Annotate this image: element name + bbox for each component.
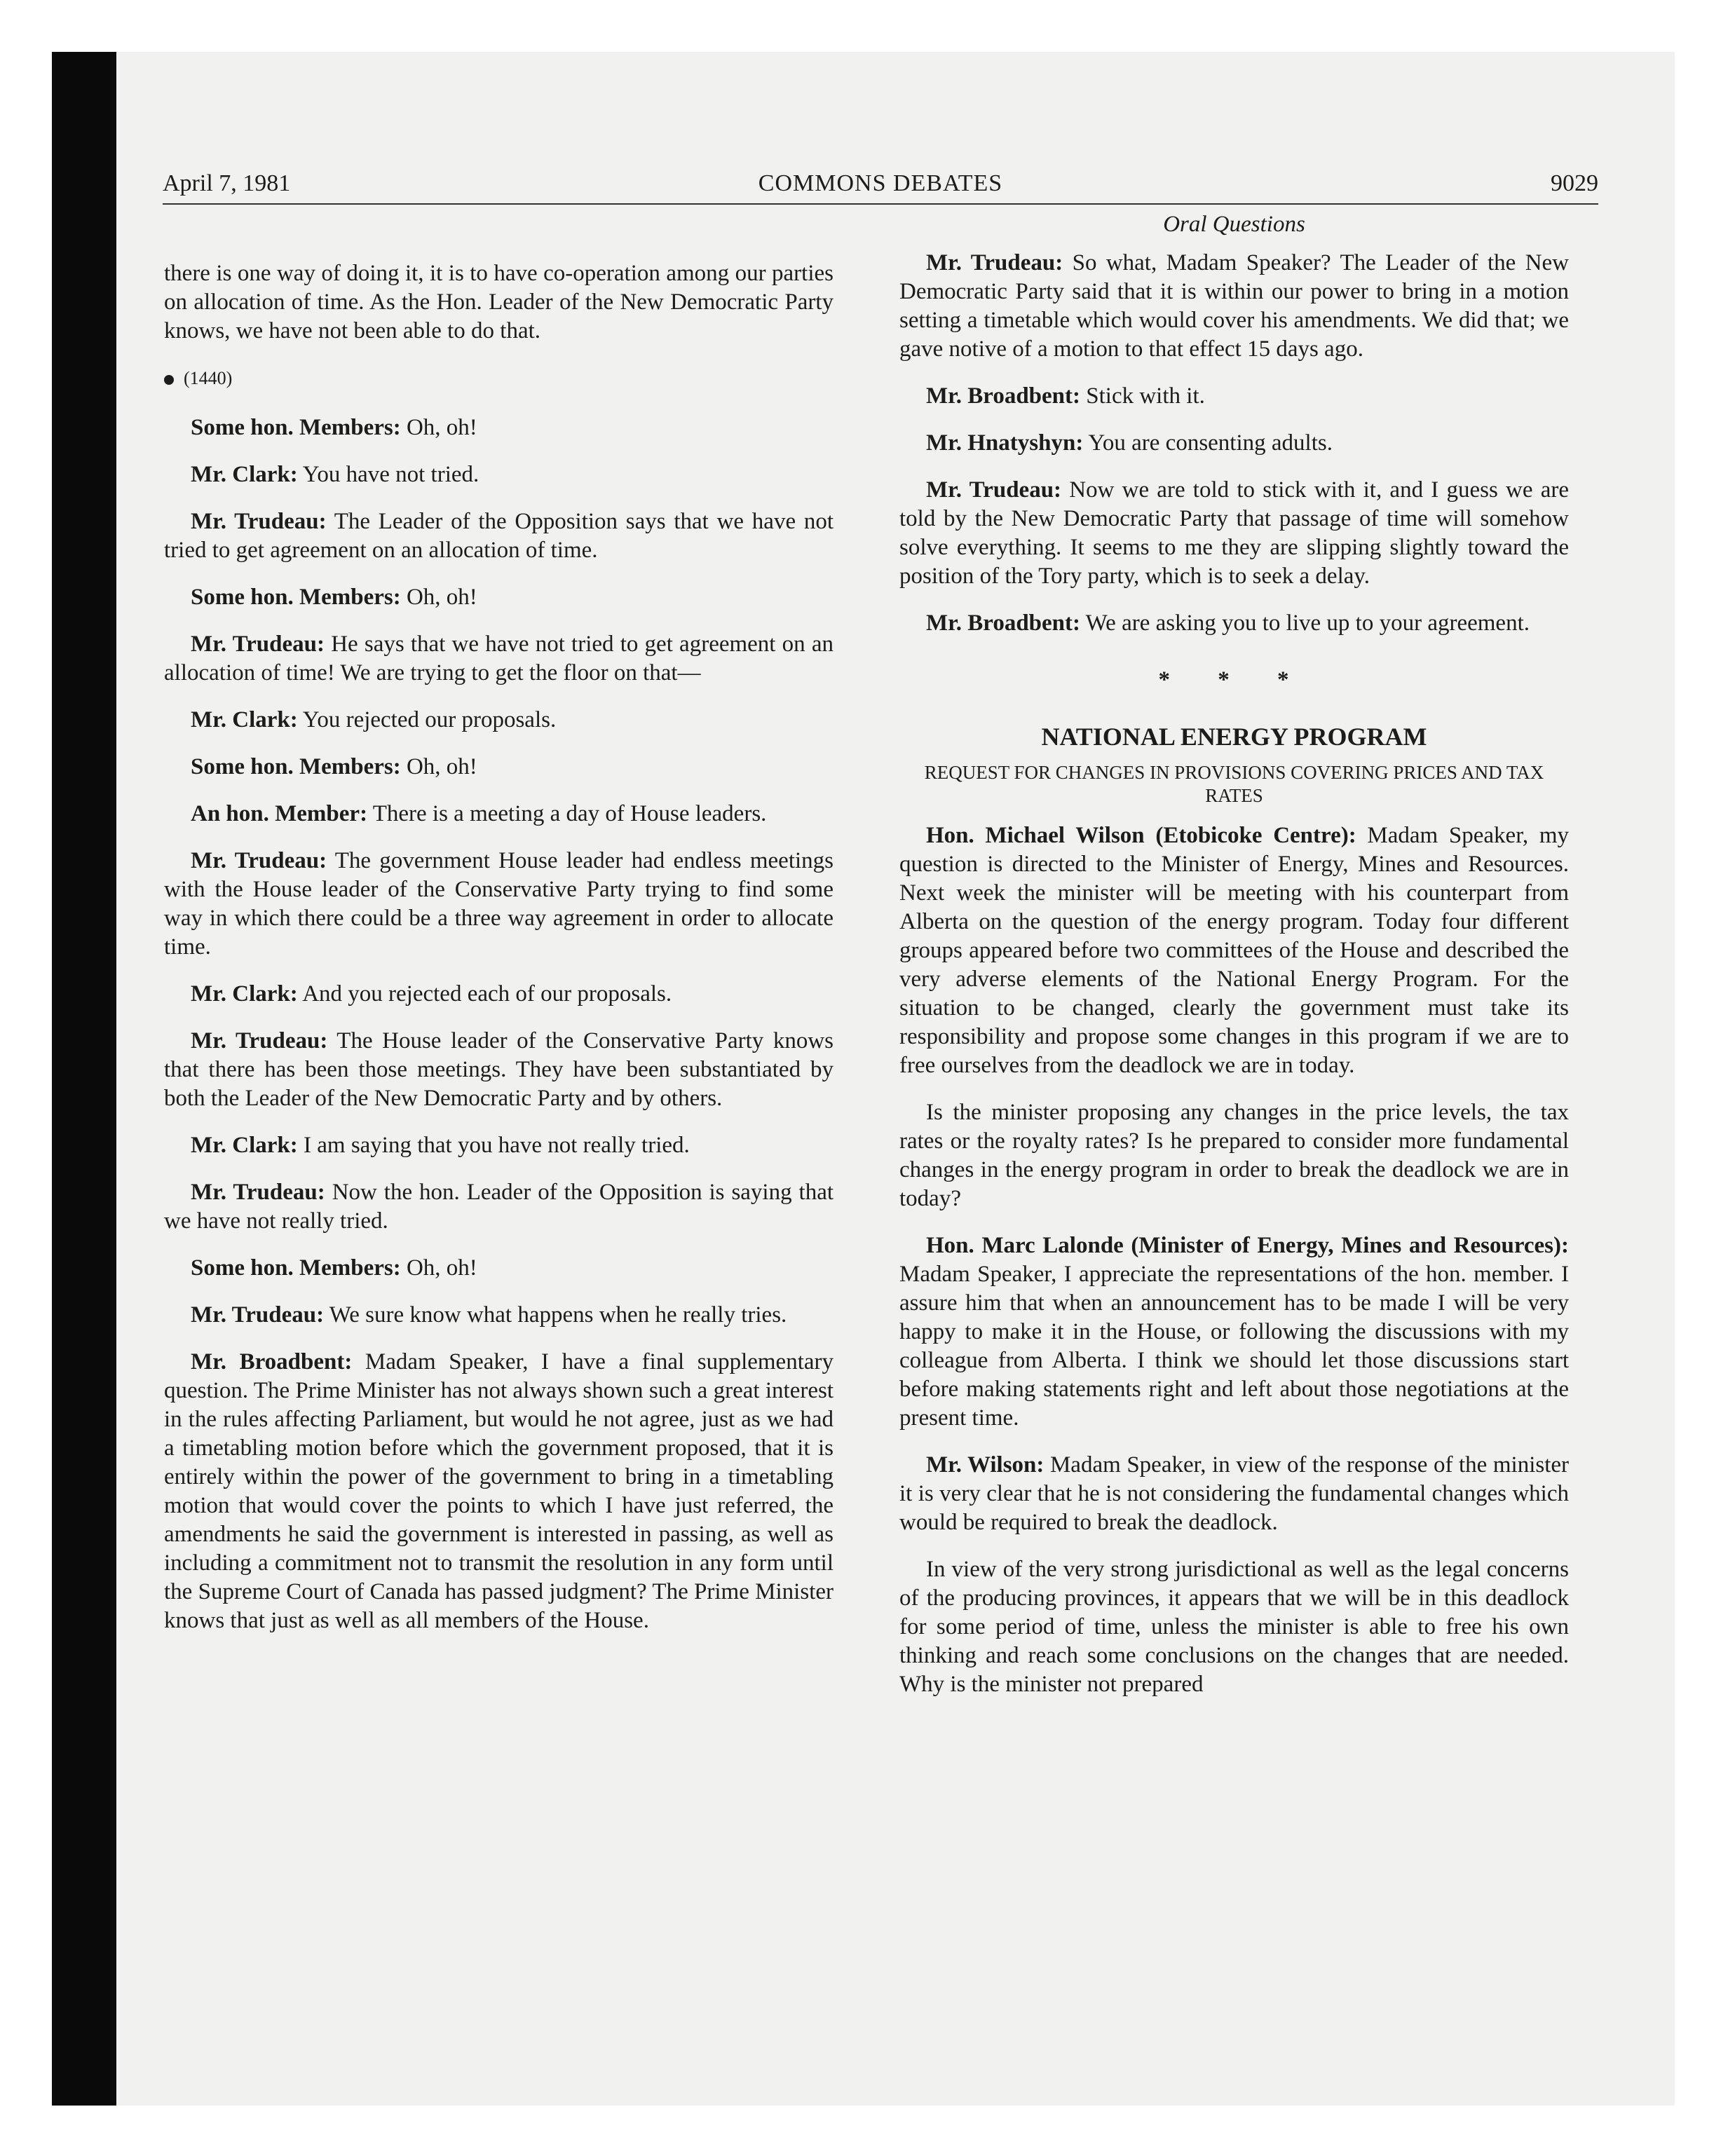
speech-paragraph <box>899 249 1569 364</box>
speaker-name: Some hon. Members: <box>191 585 401 610</box>
speech-paragraph <box>164 1254 834 1283</box>
speech-paragraph <box>164 630 834 688</box>
speech-text: We sure know what happens when he really tries. <box>329 1302 787 1328</box>
paragraph: there is one way of doing it, it is to have co-operation among our parties on allocation of time. As the Hon. Leader of the New Democratic Party knows, we have not been able to do that. <box>164 261 834 343</box>
speech-text: You have not tried. <box>302 462 479 487</box>
speaker-name: Mr. Trudeau: <box>926 250 1063 275</box>
speech-paragraph <box>164 1027 834 1113</box>
speaker-name: Mr. Hnatyshyn: <box>926 430 1084 456</box>
speaker-name: Mr. Trudeau: <box>191 1180 325 1205</box>
speaker-name: Some hon. Members: <box>191 754 401 779</box>
speaker-name: Some hon. Members: <box>191 415 401 440</box>
speaker-name: Mr. Broadbent: <box>191 1349 353 1374</box>
speaker-name: Mr. Trudeau: <box>926 477 1062 503</box>
speech-text: Madam Speaker, I have a final supplementary question. The Prime Minister has not always shown such a great interest in the rules affecting Parliament, but would he not agree, just as we had a timetabling motion before which the government proposed, that it is entirely within the power of the government to bring in a timetabling motion that would cover the points to which I have just referred, the amendments he said the government is interested in passing, as well as including a commitment not to transmit the resolution in any form until the Supreme Court of Canada has passed judgment? The Prime Minister knows that just as well as all members of the House. <box>164 1349 834 1633</box>
speaker-name: Hon. Michael Wilson (Etobicoke Centre): <box>926 823 1356 848</box>
header-page-number: 9029 <box>1551 170 1598 196</box>
page-header <box>163 168 1598 199</box>
speech-text: Oh, oh! <box>406 415 477 440</box>
speaker-name: Mr. Trudeau: <box>191 632 325 657</box>
speaker-name: Mr. Wilson: <box>926 1452 1045 1478</box>
speaker-name: Mr. Trudeau: <box>191 1302 325 1328</box>
speech-paragraph <box>164 1178 834 1236</box>
right-column <box>899 210 1569 1717</box>
speech-paragraph <box>899 1231 1569 1433</box>
speech-text: Now the hon. Leader of the Opposition is saying that we have not really tried. <box>164 1180 834 1234</box>
speech-paragraph <box>164 1348 834 1635</box>
speech-text: The government House leader had endless meetings with the House leader of the Conservative Party trying to find some way in which there could be a three way agreement in order to allocate time. <box>164 848 834 960</box>
speaker-name: Mr. Broadbent: <box>926 610 1081 636</box>
time-marker <box>164 364 834 393</box>
speech-paragraph <box>899 1451 1569 1537</box>
speech-paragraph <box>899 821 1569 1080</box>
speech-text: Madam Speaker, in view of the response of the minister it is very clear that he is not considering the fundamental changes which would be required to break the deadlock. <box>899 1452 1570 1535</box>
speech-paragraph <box>164 414 834 442</box>
speech-text: Oh, oh! <box>406 585 477 610</box>
speech-paragraph <box>164 753 834 782</box>
speech-paragraph <box>164 507 834 565</box>
speech-paragraph <box>164 980 834 1009</box>
speech-text: Oh, oh! <box>406 754 477 779</box>
speech-paragraph <box>899 382 1569 411</box>
speaker-name: Mr. Trudeau: <box>191 848 327 873</box>
speaker-name: Hon. Marc Lalonde (Minister of Energy, Mines and Resources): <box>926 1233 1569 1258</box>
speaker-name: Some hon. Members: <box>191 1255 401 1281</box>
speech-paragraph <box>899 609 1569 638</box>
running-head: Oral Questions <box>1163 212 1305 237</box>
speech-paragraph <box>164 706 834 735</box>
speech-text: We are asking you to live up to your agreement. <box>1085 610 1530 636</box>
speech-text: The House leader of the Conservative Party knows that there has been those meetings. They have been substantiated by both the Leader of the New Democratic Party and by others. <box>164 1028 834 1111</box>
speech-paragraph <box>164 583 834 612</box>
speech-text: You rejected our proposals. <box>302 707 557 732</box>
speaker-name: Mr. Clark: <box>191 707 298 732</box>
speaker-name: Mr. Broadbent: <box>926 383 1081 409</box>
scan-edge-bar <box>52 52 116 2106</box>
speech-text: You are consenting adults. <box>1088 430 1333 456</box>
speech-text: Madam Speaker, I appreciate the representations of the hon. member. I assure him that when an announcement has to be made I will be very happy to make it in the House, or following the discussions with my colleague from Alberta. I think we should let those discussions start before making statements right and left about those negotiations at the present time. <box>899 1262 1569 1431</box>
speaker-name: Mr. Trudeau: <box>191 509 327 534</box>
speech-text: The Leader of the Opposition says that we have not tried to get agreement on an allocation of time. <box>164 509 834 563</box>
paragraph: In view of the very strong jurisdictional as well as the legal concerns of the producing provinces, it appears that we will be in this deadlock for some period of time, unless the minister is able to free his own thinking and reach some conclusions on the changes that are needed. Why is the minister not prepared <box>899 1557 1569 1697</box>
speech-paragraph <box>899 476 1569 591</box>
speaker-name: Mr. Clark: <box>191 462 298 487</box>
speech-paragraph <box>164 847 834 962</box>
speech-text: I am saying that you have not really tried. <box>304 1133 690 1158</box>
speech-text: So what, Madam Speaker? The Leader of the New Democratic Party said that it is within our power to bring in a motion setting a timetable which would cover his amendments. We did that; we gave notive of a motion to that effect 15 days ago. <box>899 250 1570 362</box>
speaker-name: Mr. Trudeau: <box>191 1028 328 1053</box>
speaker-name: Mr. Clark: <box>191 1133 298 1158</box>
speech-paragraph <box>164 1301 834 1330</box>
bullet-icon <box>164 375 174 385</box>
section-subheading: REQUEST FOR CHANGES IN PROVISIONS COVERING PRICES AND TAX RATES <box>924 762 1544 806</box>
speech-text: There is a meeting a day of House leaders. <box>372 801 767 826</box>
speech-text: Stick with it. <box>1086 383 1205 409</box>
speech-paragraph <box>164 460 834 489</box>
header-rule <box>163 203 1598 205</box>
speech-text: Now we are told to stick with it, and I guess we are told by the New Democratic Party that passage of time will somehow solve everything. It seems to me they are slipping slightly toward the position of the Tory party, which is to seek a delay. <box>899 477 1569 589</box>
section-break-stars: * * * <box>1158 667 1310 692</box>
speech-text: He says that we have not tried to get agreement on an allocation of time! We are trying to get the floor on that— <box>164 632 834 685</box>
speech-paragraph <box>164 800 834 828</box>
left-column <box>164 259 834 1653</box>
speech-text: Oh, oh! <box>406 1255 477 1281</box>
speech-paragraph <box>164 1131 834 1160</box>
section-title: NATIONAL ENERGY PROGRAM <box>1041 723 1427 751</box>
speaker-name: Mr. Clark: <box>191 981 298 1007</box>
time-marker-label: (1440) <box>184 368 233 388</box>
speech-text: And you rejected each of our proposals. <box>302 981 672 1007</box>
header-journal-title: COMMONS DEBATES <box>758 170 1003 196</box>
speaker-name: An hon. Member: <box>191 801 368 826</box>
paragraph: Is the minister proposing any changes in the price levels, the tax rates or the royalty rates? Is he prepared to consider more fundamental changes in the energy program in order to break the deadlock we are in today? <box>899 1100 1569 1211</box>
speech-paragraph <box>899 429 1569 458</box>
header-date: April 7, 1981 <box>163 170 291 196</box>
speech-text: Madam Speaker, my question is directed to the Minister of Energy, Mines and Resources. Next week the minister will be meeting with his counterpart from Alberta on the question of the energy program. Today four different groups appeared before two committees of the House and described the very adverse elements of the National Energy Program. For the situation to be changed, clearly the government must take its responsibility and propose some changes in this program if we are to free ourselves from the deadlock we are in today. <box>899 823 1569 1078</box>
